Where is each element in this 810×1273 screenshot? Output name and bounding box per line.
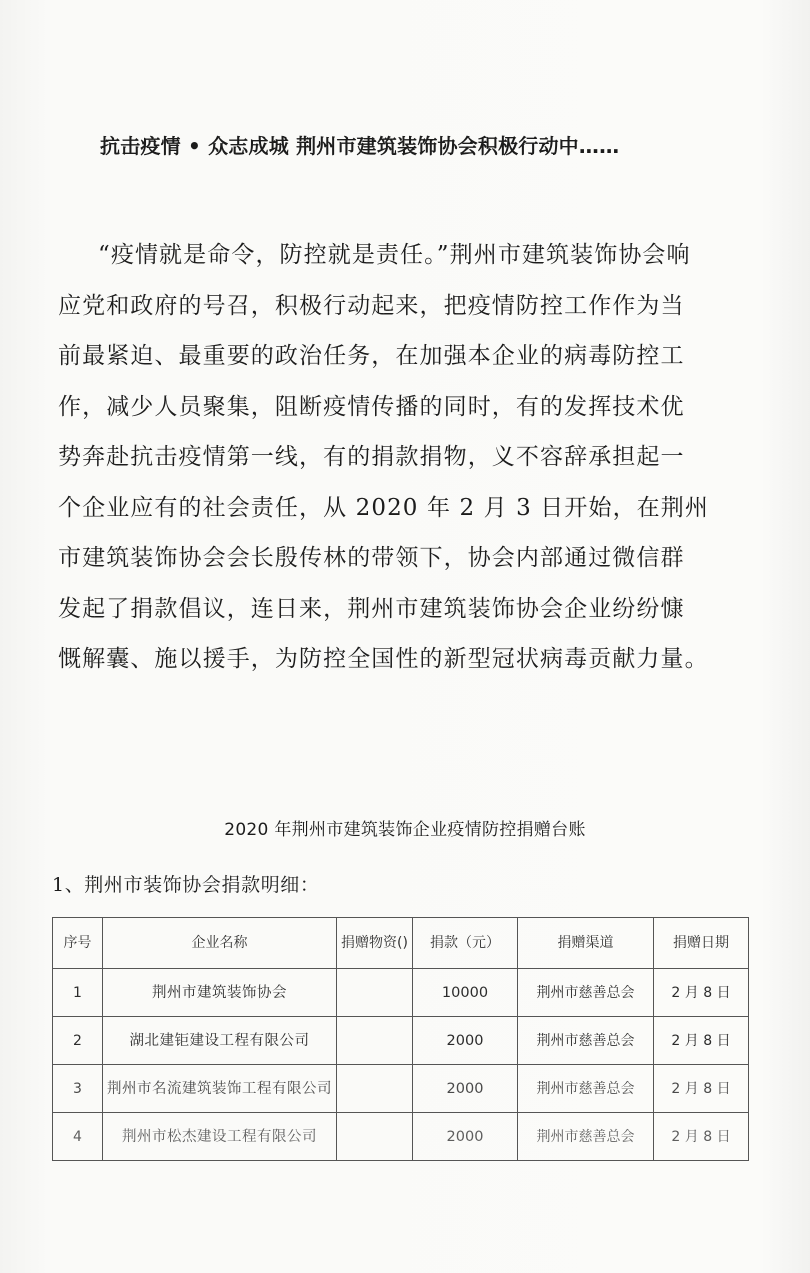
row-date: 2 月 8 日 <box>654 1065 749 1113</box>
ledger-title: 2020 年荆州市建筑装饰企业疫情防控捐赠台账 <box>224 820 586 840</box>
row-company: 荆州市建筑装饰协会 <box>103 969 337 1017</box>
row-date: 2 月 8 日 <box>654 1017 749 1065</box>
donation-table <box>52 917 749 1161</box>
body-line: 慨解囊、施以援手，为防控全国性的新型冠状病毒贡献力量。 <box>58 646 709 672</box>
table-row <box>53 1113 749 1161</box>
row-channel: 荆州市慈善总会 <box>518 1065 654 1113</box>
table-row <box>53 1065 749 1113</box>
row-goods <box>337 969 413 1017</box>
row-goods <box>337 1017 413 1065</box>
row-amount: 2000 <box>413 1113 518 1161</box>
body-line: 发起了捐款倡议，连日来，荆州市建筑装饰协会企业纷纷慷 <box>58 595 685 622</box>
header-amount: 捐款（元） <box>413 918 518 969</box>
header-goods: 捐赠物资() <box>337 918 413 969</box>
table-header-row <box>53 918 749 969</box>
body-paragraph <box>58 240 748 695</box>
body-line: 作，减少人员聚集，阻断疫情传播的同时，有的发挥技术优 <box>58 393 685 420</box>
body-line: 应党和政府的号召，积极行动起来，把疫情防控工作作为当 <box>58 292 685 319</box>
body-line: 个企业应有的社会责任，从 2020 年 2 月 3 日开始，在荆州 <box>58 494 709 521</box>
header-company: 企业名称 <box>103 918 337 969</box>
header-num: 序号 <box>53 918 103 969</box>
section-heading: 1、荆州市装饰协会捐款明细： <box>52 874 320 896</box>
row-channel: 荆州市慈善总会 <box>518 1113 654 1161</box>
row-goods <box>337 1065 413 1113</box>
header-date: 捐赠日期 <box>654 918 749 969</box>
row-num: 3 <box>53 1065 103 1113</box>
row-company: 荆州市松杰建设工程有限公司 <box>103 1113 337 1161</box>
row-amount: 2000 <box>413 1017 518 1065</box>
header-channel: 捐赠渠道 <box>518 918 654 969</box>
row-channel: 荆州市慈善总会 <box>518 969 654 1017</box>
document-title: 抗击疫情 • 众志成城 荆州市建筑装饰协会积极行动中…… <box>100 134 620 158</box>
row-num: 1 <box>53 969 103 1017</box>
row-date: 2 月 8 日 <box>654 969 749 1017</box>
table-row <box>53 1017 749 1065</box>
row-amount: 2000 <box>413 1065 518 1113</box>
row-amount: 10000 <box>413 969 518 1017</box>
body-line: 前最紧迫、最重要的政治任务，在加强本企业的病毒防控工 <box>58 343 685 369</box>
row-num: 4 <box>53 1113 103 1161</box>
table-row <box>53 969 749 1017</box>
row-company: 湖北建钜建设工程有限公司 <box>103 1017 337 1065</box>
row-num: 2 <box>53 1017 103 1065</box>
body-line: “疫情就是命令，防控就是责任。”荆州市建筑装饰协会响 <box>98 242 691 268</box>
body-line: 势奔赴抗击疫情第一线，有的捐款捐物，义不容辞承担起一 <box>58 444 685 470</box>
row-date: 2 月 8 日 <box>654 1113 749 1161</box>
body-line: 市建筑装饰协会会长殷传林的带领下，协会内部通过微信群 <box>58 545 685 571</box>
row-company: 荆州市名流建筑装饰工程有限公司 <box>103 1065 337 1113</box>
row-goods <box>337 1113 413 1161</box>
row-channel: 荆州市慈善总会 <box>518 1017 654 1065</box>
